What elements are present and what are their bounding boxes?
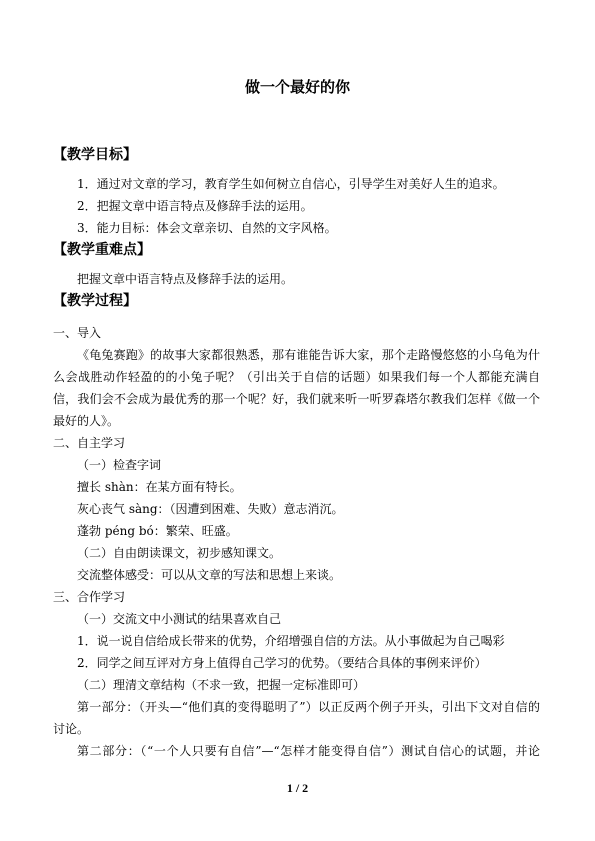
structure-part-1-line-2: 讨论。 [53, 722, 90, 736]
word-entry-pengbo: 蓬勃 péng bó：繁荣、旺盛。 [77, 524, 238, 538]
section-self-study-heading: 二、自主学习 [53, 436, 126, 450]
intro-paragraph-line-4: 最好的人》。 [53, 414, 120, 428]
section-cooperative-heading: 三、合作学习 [53, 590, 126, 604]
structure-part-2-line-1: 第二部分：（“一个人只要有自信”—“怎样才能变得自信”）测试自信心的试题，并论 [77, 744, 540, 758]
subsection-check-words: （一）检查字词 [77, 458, 162, 472]
heading-teaching-goals: 【教学目标】 [53, 147, 137, 163]
section-intro-heading: 一、导入 [53, 326, 102, 340]
subsection-structure: （二）理清文章结构（不求一致，把握一定标准即可） [77, 678, 366, 692]
page-number: 1 / 2 [286, 781, 309, 795]
cooperative-item-2: 2．同学之间互评对方身上值得自己学习的优势。（要结合具体的事例来评价） [77, 656, 487, 670]
heading-teaching-process: 【教学过程】 [53, 293, 137, 309]
intro-paragraph-line-2: 么会战胜动作轻盈的的小兔子呢？（引出关于自信的话题）如果我们每一个人都能充满自 [53, 370, 540, 384]
goal-item-2: 2．把握文章中语言特点及修辞手法的运用。 [77, 199, 313, 213]
subsection-test-results: （一）交流文中小测试的结果喜欢自己 [77, 612, 282, 626]
word-entry-huixin: 灰心丧气 sàng：（因遭到困难、失败）意志消沉。 [77, 502, 344, 516]
heading-key-points: 【教学重难点】 [53, 242, 151, 258]
structure-part-1-line-1: 第一部分：（开头—“他们真的变得聪明了”）以正反两个例子开头，引出下文对自信的 [77, 700, 540, 714]
intro-paragraph-line-3: 信，我们会不会成为最优秀的那一个呢？好，我们就来听一听罗森塔尔教我们怎样《做一个 [53, 392, 540, 406]
intro-paragraph-line-1: 《龟兔赛跑》的故事大家都很熟悉，那有谁能告诉大家，那个走路慢悠悠的小乌龟为什 [77, 348, 540, 362]
overall-feeling-text: 交流整体感受：可以从文章的写法和思想上来谈。 [77, 568, 342, 582]
goal-item-1: 1．通过对文章的学习，教育学生如何树立自信心，引导学生对美好人生的追求。 [77, 177, 505, 191]
subsection-free-reading: （二）自由朗读课文，初步感知课文。 [77, 546, 282, 560]
word-entry-shanchang: 擅长 shàn：在某方面有特长。 [77, 480, 242, 494]
key-points-text: 把握文章中语言特点及修辞手法的运用。 [77, 272, 294, 286]
cooperative-item-1: 1．说一说自信给成长带来的优势，介绍增强自信的方法。从小事做起为自己喝彩 [77, 634, 505, 648]
goal-item-3: 3．能力目标：体会文章亲切、自然的文字风格。 [77, 221, 337, 235]
page-title: 做一个最好的你 [244, 78, 350, 96]
